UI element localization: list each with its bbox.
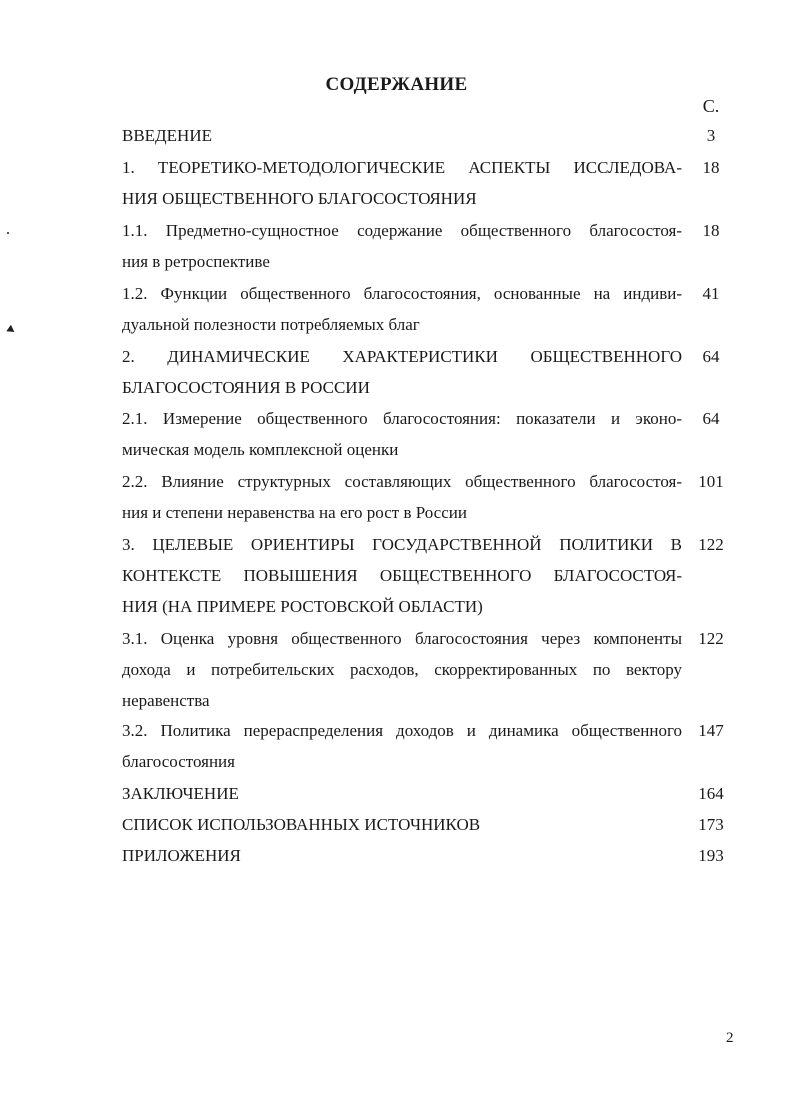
toc-page-number: 193 [698,846,724,865]
toc-entry-line: ния и степени неравенства на его рост в России [122,503,467,523]
toc-entry-line: неравенства [122,691,210,711]
toc-entry-line: НИЯ (НА ПРИМЕРЕ РОСТОВСКОЙ ОБЛАСТИ) [122,597,483,617]
toc-entry-line: ВВЕДЕНИЕ [122,126,212,145]
toc-entry-line: 1. ТЕОРЕТИКО-МЕТОДОЛОГИЧЕСКИЕ АСПЕКТЫ ИССЛЕДОВА- [122,158,682,177]
toc-entry-line: БЛАГОСОСТОЯНИЯ В РОССИИ [122,378,370,398]
toc-entry-line: ЗАКЛЮЧЕНИЕ [122,784,239,803]
toc-page-number: 101 [698,472,724,491]
toc-entry-line: 1.2. Функции общественного благосостояния, основанные на индиви- [122,284,682,303]
toc-page-number: 41 [702,284,720,303]
toc-entry-line: дуальной полезности потребляемых благ [122,315,420,335]
toc-entry-line: КОНТЕКСТЕ ПОВЫШЕНИЯ ОБЩЕСТВЕННОГО БЛАГОСОСТОЯ- [122,566,682,586]
toc-entry-line: ПРИЛОЖЕНИЯ [122,846,241,865]
scan-speck [7,232,9,234]
toc-page-number: 122 [698,629,724,648]
toc-entry-line: благосостояния [122,752,235,772]
toc-page-number: 164 [698,784,724,803]
toc-page-number: 3 [706,126,716,145]
toc-entry-line: СПИСОК ИСПОЛЬЗОВАННЫХ ИСТОЧНИКОВ [122,815,481,834]
toc-entry-line: ния в ретроспективе [122,252,270,272]
toc-entry-line: дохода и потребительских расходов, скорректированных по вектору [122,660,682,680]
toc-entry-line: 3.2. Политика перераспределения доходов и динамика общественного [122,721,682,740]
toc-entry-line: 2.2. Влияние структурных составляющих общественного благосостоя- [122,472,682,491]
scan-arrow-mark [6,325,16,336]
toc-entry-line: 2. ДИНАМИЧЕСКИЕ ХАРАКТЕРИСТИКИ ОБЩЕСТВЕННОГО [122,347,682,366]
toc-entry-line: НИЯ ОБЩЕСТВЕННОГО БЛАГОСОСТОЯНИЯ [122,189,477,209]
toc-entry-line: мическая модель комплексной оценки [122,440,399,460]
toc-page-number: 18 [702,158,720,177]
toc-entry-line: 2.1. Измерение общественного благосостояния: показатели и эконо- [122,409,682,428]
toc-page-number: 173 [698,815,724,834]
toc-page-number: 64 [702,347,720,366]
toc-page-number: 18 [702,221,720,240]
toc-title: СОДЕРЖАНИЕ [325,74,468,95]
toc-page-number: 122 [698,535,724,554]
toc-entry-line: 3. ЦЕЛЕВЫЕ ОРИЕНТИРЫ ГОСУДАРСТВЕННОЙ ПОЛИТИКИ В [122,535,682,554]
toc-page-number: 147 [698,721,724,740]
toc-entry-line: 1.1. Предметно-сущностное содержание общественного благосостоя- [122,221,682,240]
toc-page-number: 64 [702,409,720,428]
page-number: 2 [726,1030,734,1046]
page-column-header: С. [702,96,720,116]
toc-entry-line: 3.1. Оценка уровня общественного благосостояния через компоненты [122,629,682,648]
